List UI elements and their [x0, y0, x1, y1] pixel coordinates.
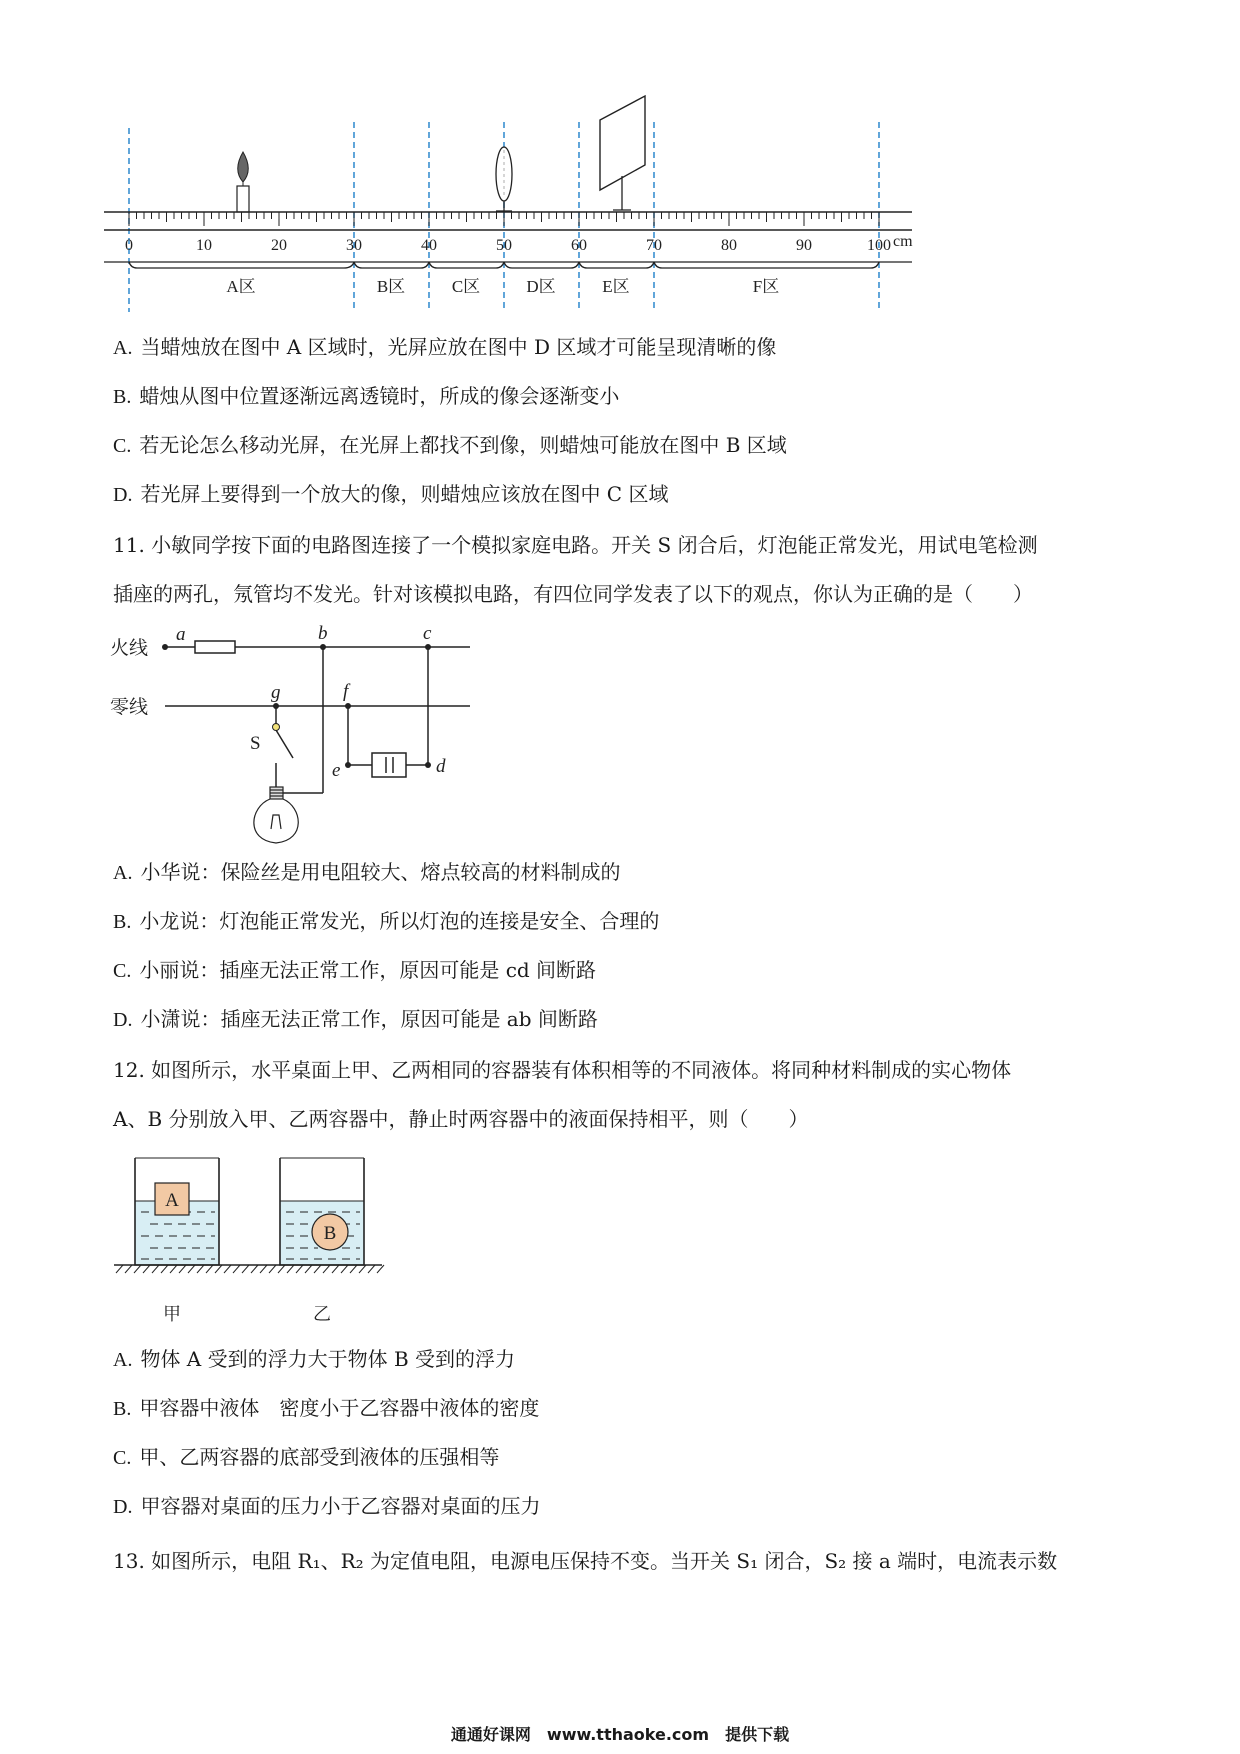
node-label: e	[332, 760, 341, 781]
table-hatch-mark	[134, 1265, 141, 1273]
q12-stem-line2: A、B 分别放入甲、乙两容器中，静止时两容器中的液面保持相平，则（ ）	[113, 1107, 809, 1131]
table-hatch-mark	[188, 1265, 195, 1273]
node-label: b	[318, 623, 328, 644]
tick-label: 60	[571, 237, 587, 254]
block-a-label: A	[165, 1190, 179, 1211]
q13-stem-line1: 13. 如图所示，电阻 R₁、R₂ 为定值电阻，电源电压保持不变。当开关 S₁ 闭合，S₂ 接 a 端时，电流表示数	[113, 1549, 1058, 1573]
table-hatch-mark	[368, 1265, 375, 1273]
table-hatch-mark	[269, 1265, 276, 1273]
region-label-d: D区	[526, 277, 556, 296]
region-label-f: F区	[752, 277, 780, 296]
table-hatch-mark	[251, 1265, 258, 1273]
tick-label: 70	[646, 237, 662, 254]
live-wire-label: 火线	[110, 638, 149, 659]
tick-label: 20	[271, 237, 287, 254]
region-label-a: A区	[226, 277, 256, 296]
page-footer: 通通好课网 www.tthaoke.com 提供下载	[450, 1725, 790, 1744]
tick-label: 90	[796, 237, 812, 254]
q12-option-a: A. 物体 A 受到的浮力大于物体 B 受到的浮力	[113, 1347, 516, 1371]
region-label-e: E区	[602, 277, 630, 296]
table-hatch-mark	[206, 1265, 213, 1273]
tick-label: 30	[346, 237, 362, 254]
table-hatch-mark	[260, 1265, 267, 1273]
node-label: d	[436, 756, 446, 777]
q11-option-b: B. 小龙说：灯泡能正常发光，所以灯泡的连接是安全、合理的	[113, 909, 660, 933]
region-label-b: B区	[376, 277, 406, 296]
tick-label: 10	[196, 237, 212, 254]
table-hatch-mark	[350, 1265, 357, 1273]
tick-label: 80	[721, 237, 737, 254]
table-hatch-mark	[377, 1265, 384, 1273]
table-hatch-mark	[143, 1265, 150, 1273]
q11-stem-line2: 插座的两孔，氖管均不发光。针对该模拟电路，有四位同学发表了以下的观点，你认为正确的是（ ）	[113, 582, 1033, 606]
q12-option-c: C. 甲、乙两容器的底部受到液体的压强相等	[113, 1445, 500, 1469]
table-hatch-mark	[197, 1265, 204, 1273]
q11-stem-line1: 11. 小敏同学按下面的电路图连接了一个模拟家庭电路。开关 S 闭合后，灯泡能正常发光，用试电笔检测	[113, 533, 1038, 557]
tick-label: 0	[125, 237, 133, 254]
ruler-unit: cm	[893, 233, 913, 250]
q10-option-a: A. 当蜡烛放在图中 A 区域时，光屏应放在图中 D 区域才可能呈现清晰的像	[113, 335, 777, 359]
lamp-icon	[254, 787, 298, 843]
tick-label: 100	[867, 237, 891, 254]
light-screen	[600, 96, 645, 210]
q10-option-c: C. 若无论怎么移动光屏，在光屏上都找不到像，则蜡烛可能放在图中 B 区域	[113, 433, 787, 457]
ruler	[104, 212, 912, 230]
neutral-wire-label: 零线	[110, 697, 149, 718]
right-container-label: 乙	[313, 1304, 331, 1324]
table-hatch-mark	[224, 1265, 231, 1273]
table-hatch-mark	[170, 1265, 177, 1273]
q10-option-d: D. 若光屏上要得到一个放大的像，则蜡烛应该放在图中 C 区域	[113, 482, 669, 506]
table-hatch-mark	[179, 1265, 186, 1273]
q12-stem-line1: 12. 如图所示，水平桌面上甲、乙两相同的容器装有体积相等的不同液体。将同种材料制成的实心物体	[113, 1058, 1012, 1082]
lens	[496, 147, 512, 211]
table-hatch-mark	[359, 1265, 366, 1273]
table-hatch-mark	[296, 1265, 303, 1273]
node-label: a	[176, 624, 186, 645]
household-circuit-figure	[110, 615, 490, 845]
tick-label: 50	[496, 237, 512, 254]
table-hatch-mark	[152, 1265, 159, 1273]
candle	[237, 152, 249, 212]
table-hatch-mark	[287, 1265, 294, 1273]
ruler-numbers	[125, 233, 913, 254]
q11-option-d: D. 小潇说：插座无法正常工作，原因可能是 ab 间断路	[113, 1007, 598, 1031]
switch-label: S	[250, 733, 261, 754]
containers-figure	[110, 1150, 390, 1325]
table-hatch-mark	[323, 1265, 330, 1273]
table-hatch-mark	[116, 1265, 123, 1273]
table-hatch-mark	[215, 1265, 222, 1273]
node-label: c	[423, 623, 432, 644]
table-hatch-mark	[305, 1265, 312, 1273]
node-label: g	[271, 682, 281, 703]
optical-bench-figure	[100, 90, 940, 315]
table-hatch-mark	[242, 1265, 249, 1273]
table-hatch-mark	[341, 1265, 348, 1273]
table-hatch-mark	[125, 1265, 132, 1273]
tick-label: 40	[421, 237, 437, 254]
table-hatch-mark	[278, 1265, 285, 1273]
q12-option-d: D. 甲容器对桌面的压力小于乙容器对桌面的压力	[113, 1494, 541, 1518]
node-label: f	[343, 681, 349, 702]
q12-option-b: B. 甲容器中液体 密度小于乙容器中液体的密度	[113, 1396, 540, 1420]
table-hatch-mark	[314, 1265, 321, 1273]
ball-b-label: B	[323, 1223, 337, 1244]
q11-option-a: A. 小华说：保险丝是用电阻较大、熔点较高的材料制成的	[113, 860, 621, 884]
region-braces	[104, 262, 912, 268]
region-labels	[226, 277, 779, 296]
q11-option-c: C. 小丽说：插座无法正常工作，原因可能是 cd 间断路	[113, 958, 597, 982]
table-hatch-mark	[233, 1265, 240, 1273]
q10-option-b: B. 蜡烛从图中位置逐渐远离透镜时，所成的像会逐渐变小	[113, 384, 620, 408]
left-container-label: 甲	[163, 1304, 181, 1324]
region-label-c: C区	[451, 277, 481, 296]
table-hatch-mark	[161, 1265, 168, 1273]
table-hatch-mark	[332, 1265, 339, 1273]
